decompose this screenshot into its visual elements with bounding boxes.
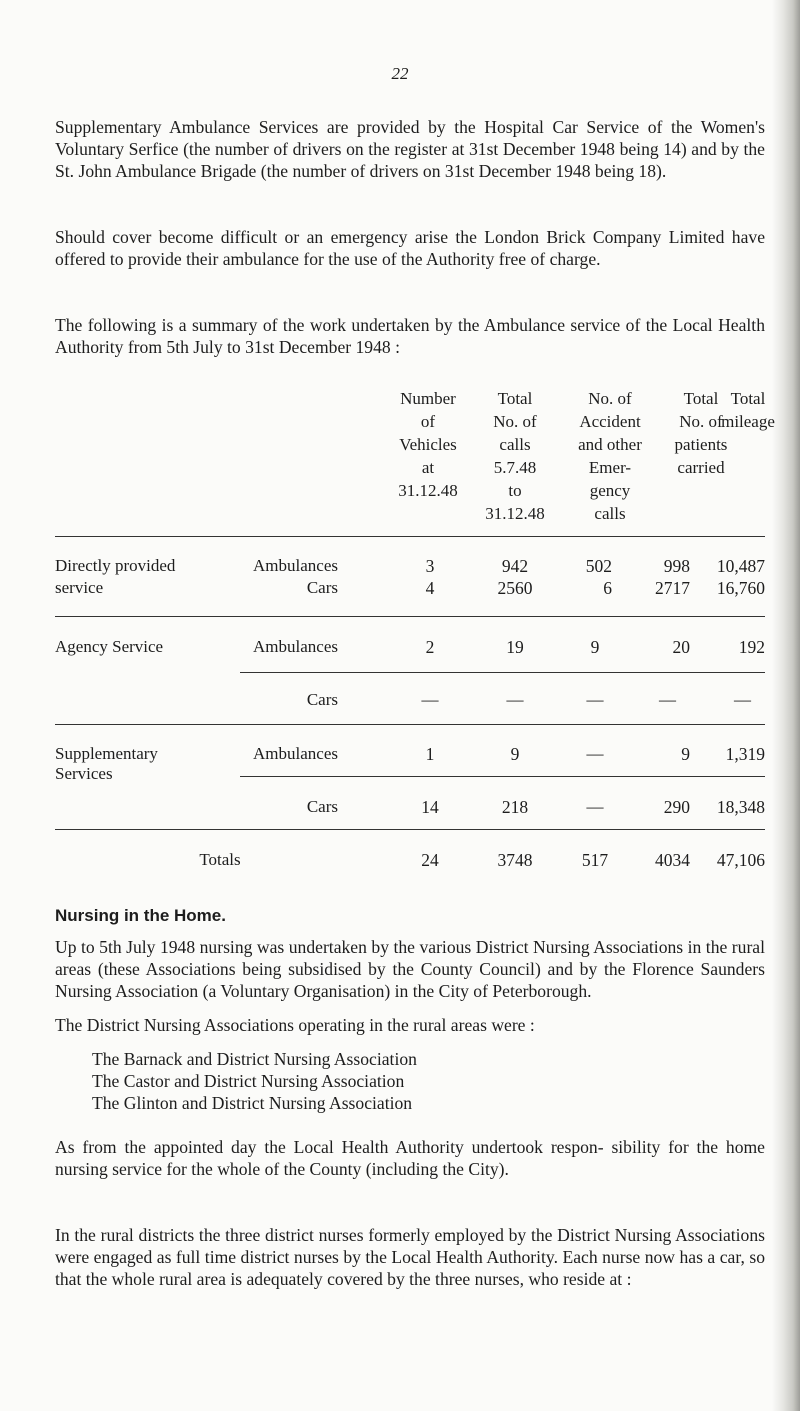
cell-accident: 9 bbox=[590, 637, 600, 657]
cell-mileage: 16,760 bbox=[716, 578, 765, 598]
list-item: The Barnack and District Nursing Association bbox=[92, 1049, 417, 1069]
scanned-page-edge bbox=[772, 0, 800, 1411]
cell-accident: 6 bbox=[603, 578, 612, 598]
group-label: Directly provided bbox=[55, 556, 176, 575]
cell-patients: 20 bbox=[672, 637, 690, 657]
vehicle-type: Ambulances bbox=[253, 637, 338, 656]
paragraph-rural-nurses: In the rural districts the three district nurses formerly employed by the District Nursing Associations were engaged as full time district nurses by the Local Health Authority. Each nurse now has a car, so that the whole rural area is adequately covered by the three nurses, who reside at : bbox=[55, 1225, 765, 1289]
cell-patients: — bbox=[659, 690, 676, 709]
header-patients-line: patients bbox=[674, 435, 728, 454]
cell-calls: 9 bbox=[510, 744, 520, 764]
paragraph-nursing-history: Up to 5th July 1948 nursing was undertaken by the various District Nursing Associations in the rural areas (these Associations being subsidised by the County Council) and by the Florence Saunders Nursing Association (a Voluntary Organisation) in the City of Peterborough. bbox=[55, 937, 765, 1001]
vehicle-type: Ambulances bbox=[253, 744, 338, 763]
cell-vehicles: 4 bbox=[425, 578, 435, 598]
cell-vehicles: 2 bbox=[425, 637, 435, 657]
paragraph-supplementary-services: Supplementary Ambulance Services are provided by the Hospital Car Service of the Women's Voluntary Serfice (the number of drivers on the register at 31st December 1948 being 14) and by the St. John Ambulance Brigade (the number of drivers on 31st December 1948 being 18). bbox=[55, 117, 765, 181]
header-patients-line: Total bbox=[683, 389, 719, 408]
header-vehicles-line: Vehicles bbox=[399, 435, 457, 454]
group-label: Supplementary bbox=[55, 744, 158, 763]
cell-patients: 998 bbox=[663, 556, 690, 576]
header-vehicles-line: at bbox=[421, 458, 435, 477]
table-rule bbox=[55, 616, 765, 617]
cell-vehicles: — bbox=[421, 690, 439, 709]
vehicle-type: Cars bbox=[306, 578, 338, 597]
header-patients-line: No. of bbox=[679, 412, 723, 431]
header-mileage-line: mileage bbox=[721, 412, 775, 431]
list-item: The Castor and District Nursing Association bbox=[92, 1071, 405, 1091]
header-calls-line: 5.7.48 bbox=[493, 458, 537, 477]
header-accident-line: No. of bbox=[588, 389, 632, 408]
header-accident-line: and other bbox=[578, 435, 642, 454]
section-heading-nursing: Nursing in the Home. bbox=[55, 906, 226, 925]
total-accident: 517 bbox=[581, 850, 609, 870]
cell-patients: 2717 bbox=[655, 578, 690, 598]
total-patients: 4034 bbox=[655, 850, 690, 870]
vehicle-type: Cars bbox=[306, 797, 338, 816]
cell-mileage: 192 bbox=[738, 637, 765, 657]
header-calls-line: calls bbox=[499, 435, 531, 454]
cell-mileage: 18,348 bbox=[716, 797, 765, 817]
header-accident-line: gency bbox=[589, 481, 631, 500]
total-mileage: 47,106 bbox=[716, 850, 765, 870]
cell-accident: 502 bbox=[585, 556, 612, 576]
cell-patients: 9 bbox=[681, 744, 690, 764]
header-calls-line: Total bbox=[497, 389, 533, 408]
vehicle-type: Cars bbox=[306, 690, 338, 709]
association-list bbox=[92, 1048, 417, 1114]
header-vehicles-line: of bbox=[420, 412, 436, 431]
paragraph-summary-intro: The following is a summary of the work undertaken by the Ambulance service of the Local Health Authority from 5th July to 31st December 1948 : bbox=[55, 315, 765, 357]
paragraph-associations-intro: The District Nursing Associations operating in the rural areas were : bbox=[55, 1015, 535, 1035]
group-label: Services bbox=[55, 764, 113, 783]
cell-calls: 2560 bbox=[497, 578, 533, 598]
header-calls-line: No. of bbox=[493, 412, 537, 431]
table-rule bbox=[240, 776, 765, 777]
total-calls: 3748 bbox=[497, 850, 533, 870]
paragraph-appointed-day: As from the appointed day the Local Health Authority undertook respon- sibility for the home nursing service for the whole of the County (including the City). bbox=[55, 1137, 765, 1179]
header-vehicles-line: Number bbox=[400, 389, 456, 408]
cell-patients: 290 bbox=[663, 797, 690, 817]
header-vehicles-line: 31.12.48 bbox=[398, 481, 458, 500]
cell-calls: 19 bbox=[506, 637, 524, 657]
header-mileage-line: Total bbox=[730, 389, 766, 408]
cell-vehicles: 14 bbox=[421, 797, 439, 817]
cell-mileage: 10,487 bbox=[716, 556, 765, 576]
cell-accident: — bbox=[586, 744, 604, 763]
cell-calls: — bbox=[506, 690, 524, 709]
cell-vehicles: 1 bbox=[425, 744, 435, 764]
header-accident-line: calls bbox=[594, 504, 626, 523]
cell-accident: — bbox=[586, 797, 604, 816]
table-rule bbox=[55, 829, 765, 830]
group-label: Agency Service bbox=[55, 637, 164, 656]
table-rule bbox=[55, 536, 765, 537]
paragraph-london-brick: Should cover become difficult or an emergency arise the London Brick Company Limited have offered to provide their ambulance for the use of the Authority free of charge. bbox=[55, 227, 765, 269]
header-calls-line: 31.12.48 bbox=[485, 504, 545, 523]
header-calls-line: to bbox=[508, 481, 522, 500]
header-accident-line: Emer- bbox=[588, 458, 632, 477]
cell-vehicles: 3 bbox=[425, 556, 435, 576]
group-label: service bbox=[55, 578, 104, 597]
header-patients-line: carried bbox=[677, 458, 725, 477]
totals-label: Totals bbox=[199, 850, 241, 869]
cell-calls: 942 bbox=[501, 556, 529, 576]
vehicle-type: Ambulances bbox=[253, 556, 338, 575]
total-vehicles: 24 bbox=[421, 850, 439, 870]
cell-accident: — bbox=[586, 690, 604, 709]
cell-calls: 218 bbox=[501, 797, 529, 817]
cell-mileage: 1,319 bbox=[725, 744, 765, 764]
table-rule bbox=[240, 672, 765, 673]
page-number: 22 bbox=[391, 64, 409, 83]
table-rule bbox=[55, 724, 765, 725]
list-item: The Glinton and District Nursing Association bbox=[92, 1093, 413, 1113]
header-accident-line: Accident bbox=[579, 412, 641, 431]
cell-mileage: — bbox=[734, 690, 751, 709]
